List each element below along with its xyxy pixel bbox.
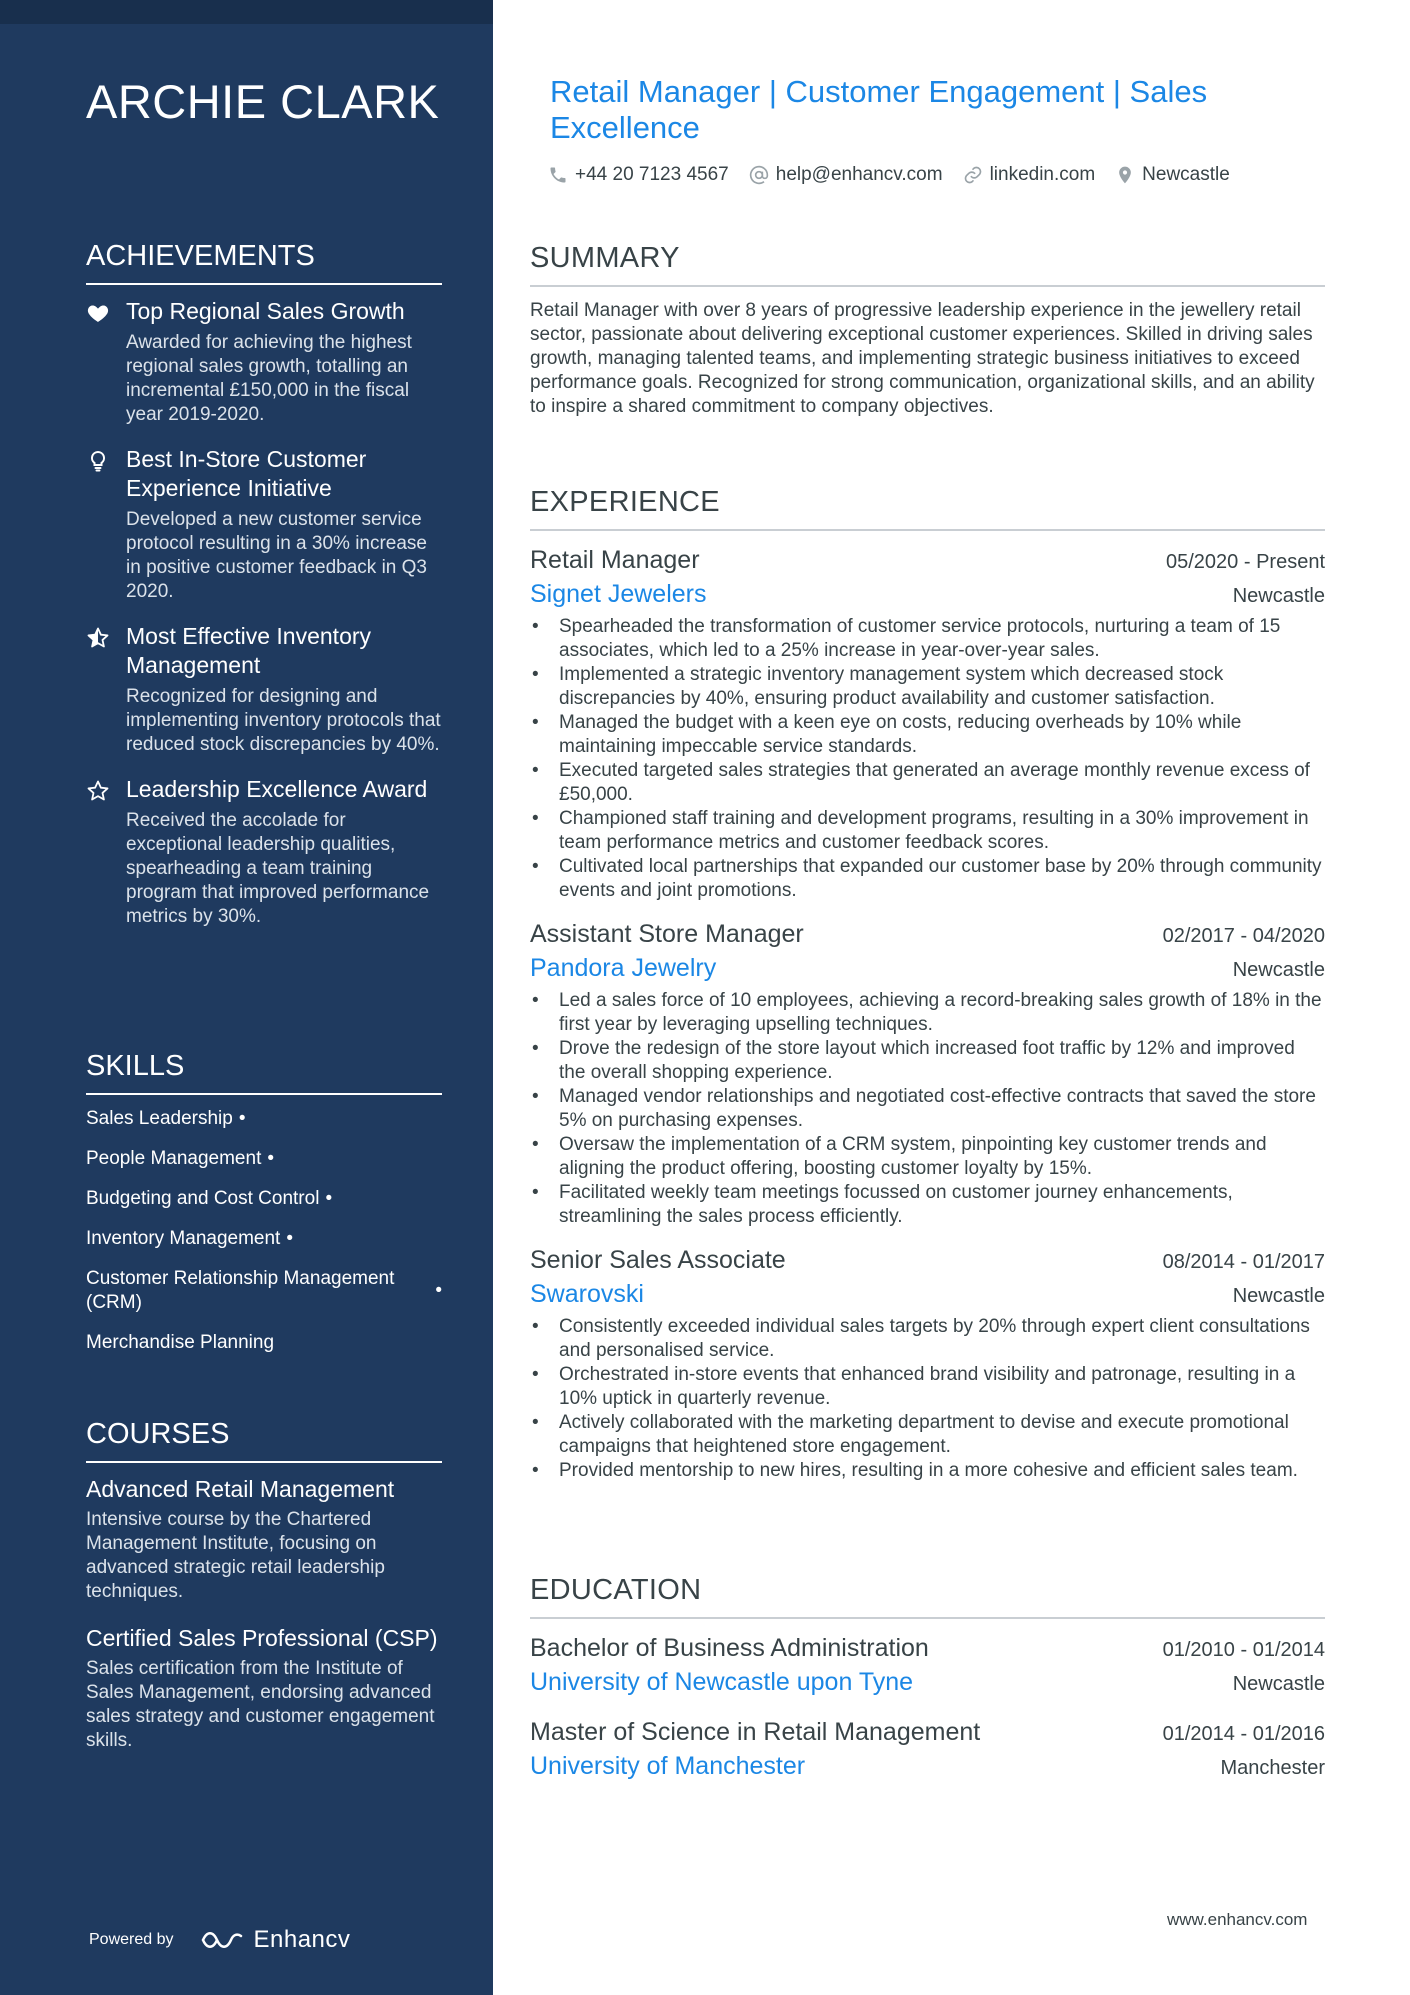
footer-url[interactable]: www.enhancv.com [1167,1910,1308,1929]
summary-text: Retail Manager with over 8 years of progressive leadership experience in the jewellery retail sector, passionate about delivering exceptional customer experiences. Skilled in driving sales growth, managing talented teams, and implementing strategic business initiatives to exceed performance goals. Recognized for strong communication, organizational skills, and an ability to inspire a shared commitment to company objectives. [530,300,1315,417]
job-dates: 08/2014 - 01/2017 [1162,1251,1325,1273]
education-degree: Master of Science in Retail Management [530,1718,981,1746]
job-location: Newcastle [1232,585,1325,607]
education-location: Newcastle [1232,1673,1325,1695]
achievement-title: Top Regional Sales Growth [126,298,405,324]
job-bullets [530,989,1325,1229]
job-bullet: • Led a sales force of 10 employees, achieving a record-breaking sales growth of 18% in the first year by leveraging upselling techniques. [530,989,1325,1037]
job-dates: 02/2017 - 04/2020 [1162,925,1325,947]
achievement-item [86,297,442,427]
skill-separator: • [267,1148,274,1169]
education-dates: 01/2014 - 01/2016 [1162,1723,1325,1745]
achievement-description: Awarded for achieving the highest regional sales growth, totalling an incremental £150,000 in the fiscal year 2019-2020. [126,332,412,425]
powered-by [89,1926,350,1954]
job-bullet: • Managed the budget with a keen eye on costs, reducing overheads by 10% while maintaining impeccable service standards. [530,711,1325,759]
achievement-item [86,445,442,604]
achievement-item [86,775,442,929]
education-entry [530,1631,1325,1699]
skill-item [86,1227,442,1251]
skill-item [86,1331,442,1355]
contact-linkedin[interactable] [963,164,1096,186]
job-bullet: • Championed staff training and development programs, resulting in a 30% improvement in team performance metrics and customer feedback scores. [530,807,1325,855]
job-bullet: • Provided mentorship to new hires, resulting in a more cohesive and efficient sales team. [530,1459,1325,1483]
linkedin-url: linkedin.com [989,164,1096,185]
experience-heading: EXPERIENCE [530,486,1325,531]
achievements-section [86,240,442,947]
job-bullet: • Executed targeted sales strategies that generated an average monthly revenue excess of £50,000. [530,759,1325,807]
contact-bar [548,164,1250,186]
half-star-icon [86,622,126,757]
job-company: Pandora Jewelry [530,954,717,982]
job-bullet: • Consistently exceeded individual sales targets by 20% through expert client consultations and personalised service. [530,1315,1325,1363]
achievement-title: Most Effective Inventory Management [126,623,372,678]
heart-icon [86,297,126,427]
sidebar-top-band [0,0,493,24]
course-description: Sales certification from the Institute of Sales Management, endorsing advanced sales strategy and customer engagement skills. [86,1658,435,1751]
education-degree: Bachelor of Business Administration [530,1634,929,1662]
job-entry [530,917,1325,1229]
achievement-item [86,622,442,757]
course-title: Advanced Retail Management [86,1476,395,1502]
course-item [86,1624,442,1753]
contact-email[interactable] [749,164,943,186]
job-title: Retail Manager [530,546,700,574]
job-location: Newcastle [1232,959,1325,981]
experience-section [530,486,1325,1497]
skill-label: Sales Leadership [86,1108,233,1129]
achievement-description: Received the accolade for exceptional leadership qualities, spearheading a team training program that improved performance metrics by 30%. [126,810,430,927]
job-dates: 05/2020 - Present [1166,551,1325,573]
at-sign-icon [749,165,769,185]
skill-separator: • [435,1280,442,1301]
job-company: Swarovski [530,1280,644,1308]
job-bullet: • Oversaw the implementation of a CRM system, pinpointing key customer trends and aligning the product offering, boosting customer loyalty by 15%. [530,1133,1325,1181]
skill-label: People Management [86,1148,262,1169]
summary-section [530,242,1325,419]
job-bullet: • Orchestrated in-store events that enhanced brand visibility and patronage, resulting in a 10% uptick in quarterly revenue. [530,1363,1325,1411]
enhancv-logo[interactable] [200,1926,351,1954]
phone-icon [548,165,568,185]
skill-separator: • [286,1228,293,1249]
education-school: University of Newcastle upon Tyne [530,1668,914,1696]
achievement-title: Leadership Excellence Award [126,776,428,802]
job-bullet: • Spearheaded the transformation of customer service protocols, nurturing a team of 15 associates, which led to a 25% increase in year-over-year sales. [530,615,1325,663]
job-bullet: • Facilitated weekly team meetings focussed on customer journey enhancements, streamlining the sales process efficiently. [530,1181,1325,1229]
achievement-title: Best In-Store Customer Experience Initiative [126,446,367,501]
education-location: Manchester [1220,1757,1325,1779]
skills-heading: SKILLS [86,1050,442,1095]
achievement-description: Developed a new customer service protocol resulting in a 30% increase in positive customer feedback in Q3 2020. [126,509,428,602]
skill-item [86,1147,442,1171]
job-location: Newcastle [1232,1285,1325,1307]
brand-name: Enhancv [253,1926,351,1953]
education-dates: 01/2010 - 01/2014 [1162,1639,1325,1661]
skill-separator: • [325,1188,333,1209]
job-title: Senior Sales Associate [530,1246,786,1274]
job-bullets [530,615,1325,903]
skill-item [86,1187,442,1211]
enhancv-logo-icon [200,1928,246,1952]
email-address: help@enhancv.com [775,164,943,185]
education-heading: EDUCATION [530,1574,1325,1619]
education-section [530,1574,1325,1799]
skill-item [86,1107,442,1131]
job-title: Assistant Store Manager [530,920,804,948]
job-entry [530,1243,1325,1483]
summary-heading: SUMMARY [530,242,1325,287]
location-text: Newcastle [1142,164,1230,185]
job-bullets [530,1315,1325,1483]
skill-separator: • [238,1108,246,1129]
star-outline-icon [86,775,126,929]
skill-label: Customer Relationship Management (CRM) [86,1268,395,1313]
contact-location [1115,164,1230,186]
powered-by-label: Powered by [89,1931,174,1948]
skill-label: Merchandise Planning [86,1332,275,1353]
job-bullet: • Managed vendor relationships and negotiated cost-effective contracts that saved the store 5% on purchasing expenses. [530,1085,1325,1133]
candidate-name: ARCHIE CLARK [86,75,440,128]
job-entry [530,543,1325,903]
job-company: Signet Jewelers [530,580,707,608]
job-bullet: • Implemented a strategic inventory management system which decreased stock discrepancies by 40%, ensuring product availability and customer satisfaction. [530,663,1325,711]
job-bullet: • Drove the redesign of the store layout which increased foot traffic by 12% and improved the overall shopping experience. [530,1037,1325,1085]
location-pin-icon [1115,165,1135,185]
course-title: Certified Sales Professional (CSP) [86,1625,438,1651]
course-description: Intensive course by the Chartered Management Institute, focusing on advanced strategic retail leadership techniques. [86,1509,385,1602]
courses-section [86,1418,442,1773]
headline: Retail Manager | Customer Engagement | Sales Excellence [550,74,1208,145]
sidebar [0,0,493,1995]
phone-number: +44 20 7123 4567 [575,164,729,185]
link-icon [963,165,983,185]
course-item [86,1475,442,1604]
skill-label: Budgeting and Cost Control [86,1188,320,1209]
skill-item [86,1267,442,1315]
job-bullet: • Actively collaborated with the marketing department to devise and execute promotional campaigns that heightened store engagement. [530,1411,1325,1459]
contact-phone[interactable] [548,164,729,186]
courses-heading: COURSES [86,1418,442,1463]
job-bullet: • Cultivated local partnerships that expanded our customer base by 20% through community events and joint promotions. [530,855,1325,903]
education-entry [530,1715,1325,1783]
achievements-heading: ACHIEVEMENTS [86,240,442,285]
education-school: University of Manchester [530,1752,806,1780]
skill-label: Inventory Management [86,1228,281,1249]
lightbulb-icon [86,445,126,604]
achievement-description: Recognized for designing and implementing inventory protocols that reduced stock discrepancies by 40%. [126,686,441,755]
skills-section [86,1050,442,1371]
